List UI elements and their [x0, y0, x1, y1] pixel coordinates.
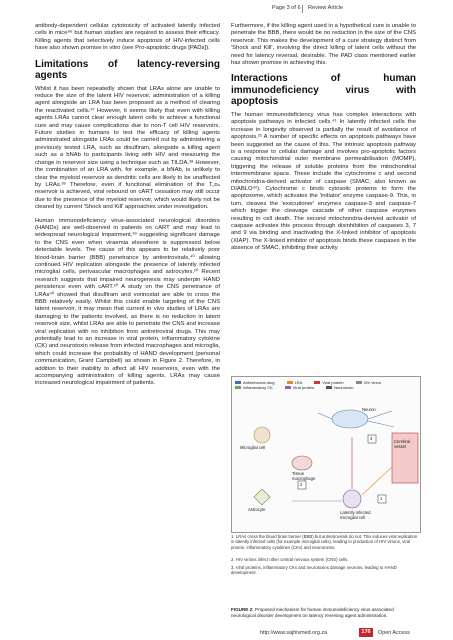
body-paragraph: Whilst it has been repeatedly shown that LRAs alone are unable to reduce the size of the latent HIV reservoir, administration of a killing agent alongside an LRA has been proposed as a method of clearing the reactivated cells.³⁷ However, it seems likely that even with killing agents LRAs cannot clear enough latent cells to achieve a functional cure and may cause complications due to non-T cell HIV reservoirs. Future studies in humans to test the efficacy of killing agents administrated alongside LRAs could be carried out by administering a previously tested LRA, such as disulfiram, alongside a killing agent such as a bNAb to participants living with HIV and measuring the change in reservoir size using a technique such as TILDA.³⁸ However, the combination of an LRA with, for example, a bNAb, is unlikely to clear the myeloid reservoir as dendritic cells are likely to be unaffected by LRAs.³⁹ Therefore, even if functional elimination of the T꜀ᴅ₄ reservoir is achieved, viral rebound on cART cessation may still occur due to the presence of the myeloid reservoir, which would likely not be cleared by current 'Shock and Kill' approaches under investigation. [35, 85, 220, 211]
figure-title: FIGURE 2: [231, 607, 254, 612]
legend-label: Inflammatory CK [243, 385, 273, 390]
legend-label: Viral protein [322, 380, 344, 385]
label-num-3: 3 [370, 436, 373, 441]
figure-note-1: 1. LRAs cross the blood brain barrier (BBB) but antiretrovirals do not. This induces viral replication in latently infected cells (for example microglial cells), leading to production of HIV virions, viral protein, inflammatory cytokines (CKs) and neurotoxins. [231, 534, 418, 550]
figure-caption [231, 607, 419, 619]
body-paragraph: Human immunodeficiency virus-associated neurological disorders (HANDs) are well-observed in patients on cART and may lead to widespread neurological impairment,³⁹ suggesting significant damage to the CNS even when viraemia elsewhere is suppressed below detectable levels. The cause of this appears to be relatively poor blood-brain barrier (BBB) penetrance by antiretrovirals,⁴⁰ allowing continued HIV replication alongside the presence of latently infected microglial cells, perivascular macrophages and astrocytes.²⁰ Recent research suggests that impaired neurogenesis may underpin HAND persistence even with cART.²⁰ A study on the CNS penetrance of LRAs⁴⁰ showed that disulfiram and vorinostat are able to cross the BBB relatively easily. Whilst this could enable targeting of the CNS latent reservoir, it may mean that current in vivo studies of LRAs are damaging to the patients involved, as there is no reduction in latent reservoir size, whilst LRAs are able to penetrate the CNS and increase viral replication with no inhibition from antiretroviral drugs. This may potentially lead to an increase in viral protein, inflammatory cytokine (CK) and neurotoxin release from infected macrophages and microglia, which could increase the probability of HAND development (personal communication, Grant Campbell) as shown in Figure 2. Therefore, in addition to their inability to affect all HIV reservoirs, even with the accompanying administration of killing agents, LRAs may cause increased neurological impairment of patients. [35, 217, 220, 387]
legend-label: Viral protein [292, 385, 315, 390]
open-access-label: Open Access [378, 630, 410, 636]
page-number-header: Page 3 of 6 [272, 5, 301, 11]
astrocyte-shape [254, 489, 270, 505]
label-vessel: Cerebral vessel [394, 439, 411, 449]
label-microglial: Microglial cell [240, 445, 266, 450]
neuron-shape [332, 410, 368, 428]
header-divider [302, 5, 303, 13]
legend-label: HIV virion [363, 380, 381, 385]
page-header [0, 2, 453, 16]
macrophage-shape [292, 456, 312, 470]
legend-label: Antiretroviral drug [243, 380, 275, 385]
figure-note-2: 2. HIV virions infect other central nervous system (CNS) cells. [231, 557, 349, 562]
section-heading: Interactions of human immunodeficiency virus with apoptosis [231, 73, 416, 108]
latent-microglial-shape [343, 490, 361, 508]
body-paragraph: The human immunodeficiency virus has complex interactions with apoptosis pathways in infected cells.⁴¹ In latently infected cells the increase in longevity observed is partially the result of avoidance of apoptosis.²² A number of specific effects on apoptosis pathways have been suggested as the cause of this. The intrinsic apoptosis pathway is a response to cellular damage and involves pro-apoptotic factors causing mitochondrial outer membrane permeabilisation (MOMP), triggering the release of soluble proteins from the mitochondrial intermembrane space. These include the cytochrome c and second mitochondria-derived activator of caspase (SMAC; also known as DIABLO⁴²). Cytochrome c binds cytosolic proteins to form the apoptosome, which activates the 'initiator' enzyme caspase-9. This, in turn, cleaves the 'executioner' enzymes caspase-3 and caspase-7 which trigger the cleavage cascade of other caspase enzymes resulting in cell death. The second mitochondria-derived activator of caspase activates this process through disinhibition of caspases 3, 7 and 9 via binding and inactivating the X-linked inhibitor of apoptosis (XIAP). The X-linked inhibitor of apoptosis binds these caspases in the absence of SMAC, inhibiting their activity [231, 111, 416, 252]
label-num-1: 1 [380, 496, 383, 501]
arrow-from-vessel [362, 467, 392, 495]
section-label: Review Article [308, 5, 344, 11]
label-latent-microglial: Latently infected microglial cell [340, 510, 371, 520]
right-column [231, 23, 416, 259]
journal-url[interactable]: http://www.sajhivmed.org.za [260, 630, 328, 636]
body-paragraph: Furthermore, if the killing agent used in a hypothetical cure is unable to penetrate the BBB, there would be no reduction in the size of the CNS reservoir. This makes the development of a cure strategy distinct from 'Shock and Kill', involving the direct killing of latent cells without the need for latency reversal, desirable. The PAD class mentioned earlier has shown promise in achieving this. [231, 23, 416, 67]
body-paragraph: antibody-dependent cellular cytotoxicity of activated latently infected cells in mice⁹⁶ but human studies are required to assess their efficacy. Killing agents that selectively induce apoptosis of HIV-infected cells have also shown promise in vitro (see Pro-apoptotic drugs [PADs]). [35, 23, 220, 52]
label-astrocyte: Astrocyte [248, 507, 266, 512]
left-column [35, 23, 220, 394]
legend-label: Neurotoxin [334, 385, 354, 390]
page-number-badge: 176 [359, 628, 373, 637]
page-footer [0, 628, 453, 640]
legend-label: LRA [294, 380, 303, 385]
figure-2-diagram [231, 376, 421, 533]
label-macrophage: Tissue macrophage [292, 471, 316, 481]
figure-note-3: 3. Viral proteins, inflammatory CKs and neurotoxins damage neurons, leading to HAND development. [231, 565, 397, 576]
figure-caption-text: Proposed mechanism for human immunodeficiency virus associated neurological disorder development on latency reversing agent administration. [231, 607, 394, 618]
microglial-shape [254, 427, 270, 443]
label-num-2: 2 [300, 482, 303, 487]
section-heading: Limitations of latency-reversing agents [35, 58, 220, 82]
label-neuron: Neuron [362, 407, 376, 412]
